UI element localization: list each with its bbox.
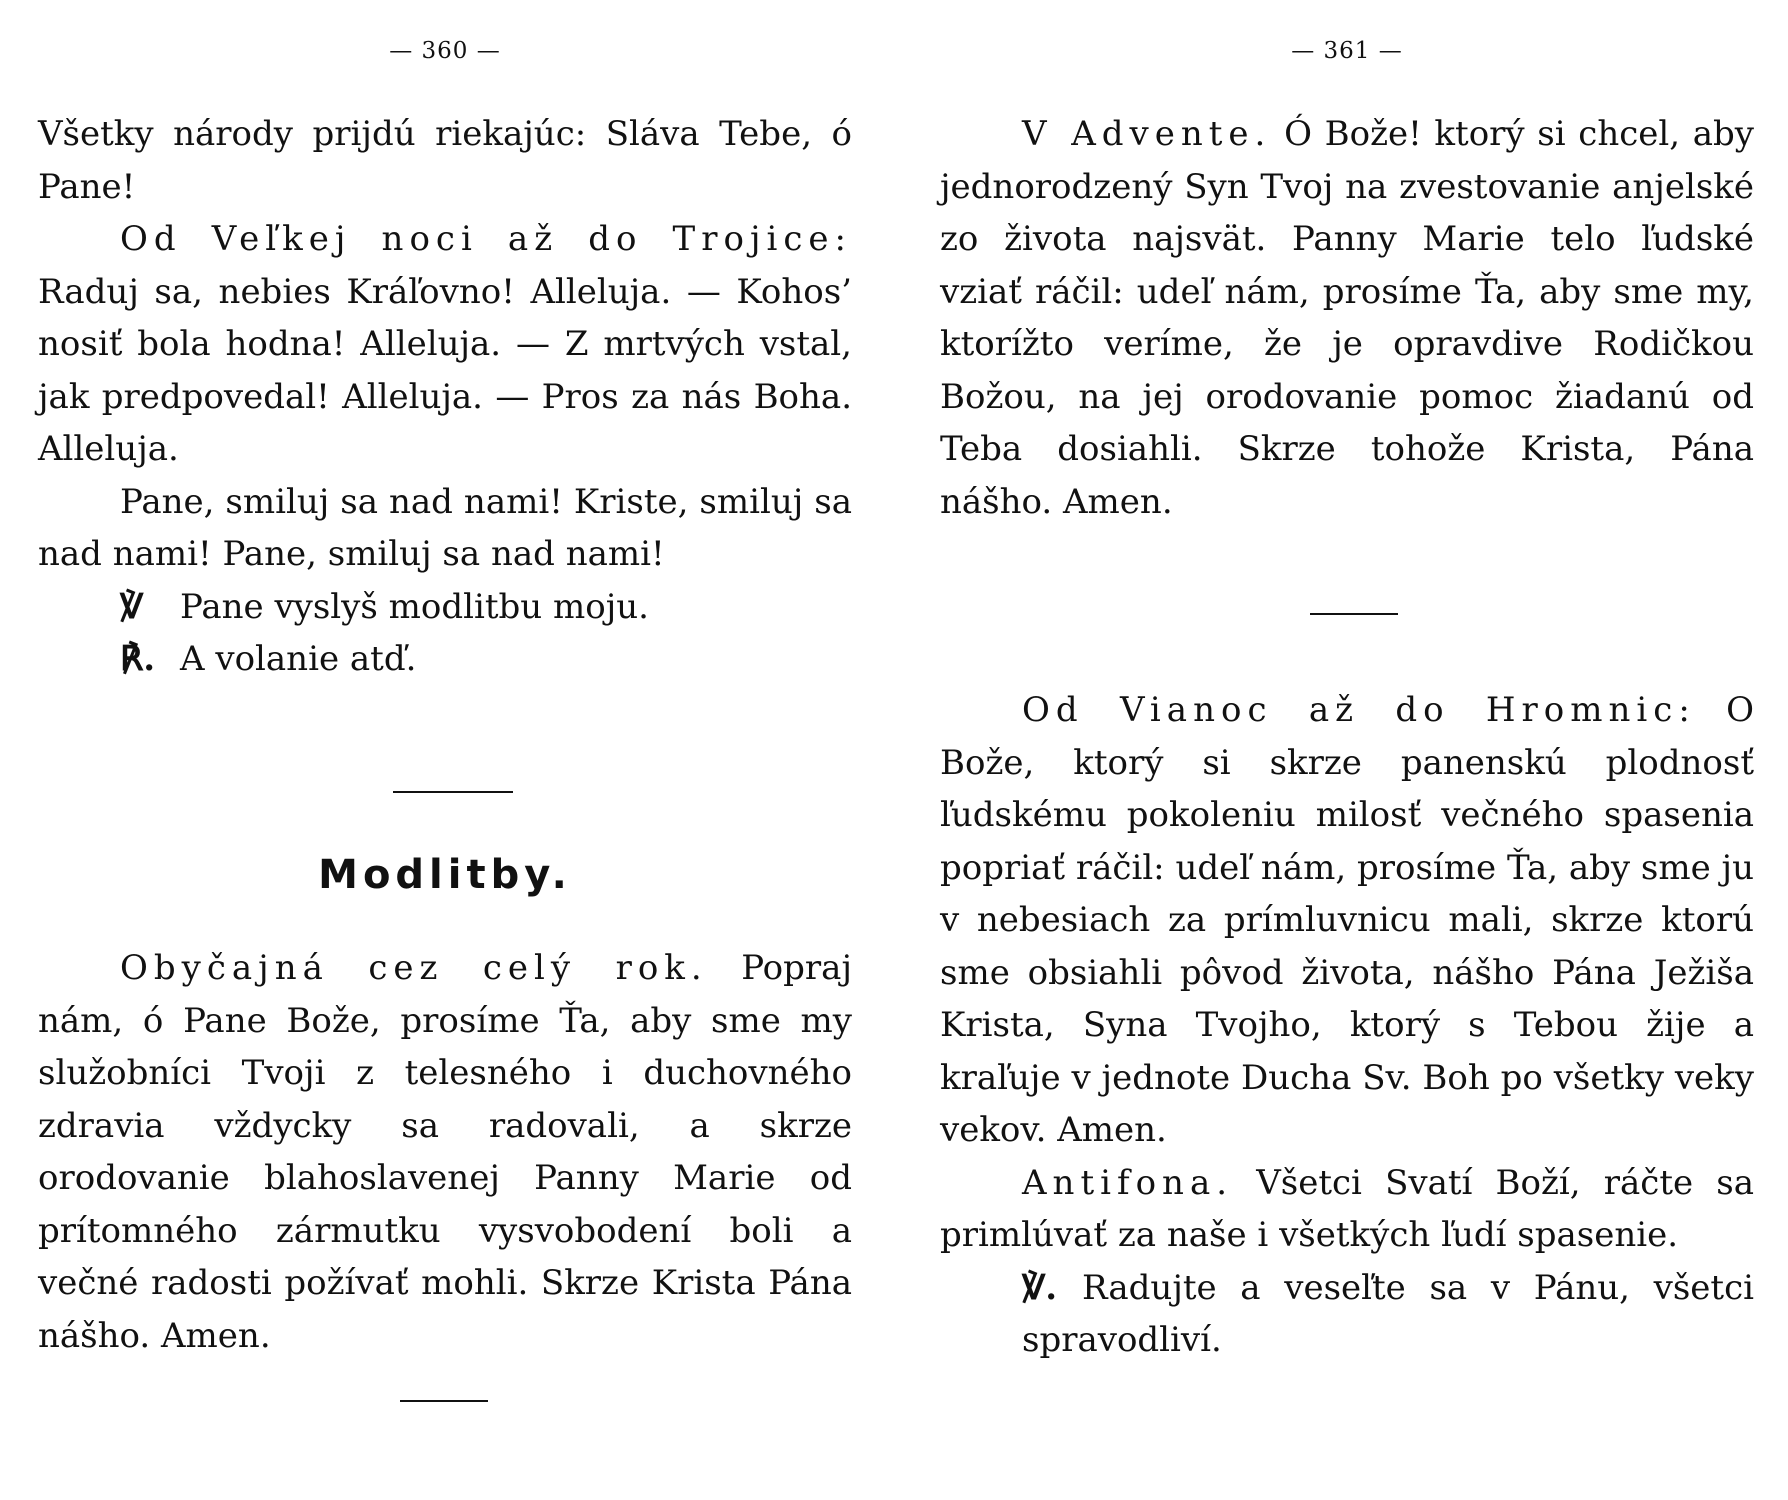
litany-block [38, 108, 852, 686]
versicle-text: Radujte a veseľte sa v Pánu, všetci spravodliví. [1022, 1267, 1754, 1360]
antiphon-paragraph [940, 1157, 1754, 1262]
section-heading: Modlitby. [318, 852, 572, 898]
page-number: — 360 — [389, 38, 501, 64]
versicle-line [940, 1262, 1754, 1367]
prayer-block [38, 942, 852, 1362]
christmas-title: Od Vianoc až do Hromnic: [1022, 690, 1696, 730]
advent-prayer [940, 108, 1754, 528]
versicle-symbol: ℣ [120, 586, 144, 627]
page-number: — 361 — [1291, 38, 1403, 64]
response-line [38, 633, 852, 686]
prayer-text: Popraj nám, ó Pane Bože, prosíme Ťa, aby sme my služobníci Tvoji z telesného i duchovného zdravia vždycky sa radovali, a skrze orodovanie blahoslavenej Panny Marie od prítomného zármutku vysvobodení boli a večné radosti požívať mohli. Skrze Krista Pána nášho. Amen. [38, 948, 852, 1356]
response-symbol: ℟. [120, 639, 156, 679]
kyrie-text: Pane, smiluj sa nad nami! Kriste, smiluj sa nad nami! Pane, smiluj sa nad nami! [38, 481, 852, 574]
end-divider [400, 1400, 488, 1402]
prayer-title: Obyčajná cez celý rok. [120, 948, 708, 988]
versicle-text: Pane vyslyš modlitbu moju. [180, 586, 649, 627]
antiphon-title: Antifona. [1022, 1162, 1234, 1203]
right-page [940, 0, 1754, 1500]
advent-block [940, 108, 1754, 528]
section-divider [1310, 613, 1398, 615]
antiphon-text: Všetci Svatí Boží, ráčte sa primlúvať za naše i všetkých ľudí spasenie. [940, 1162, 1754, 1255]
litany-line: Všetky národy prijdú riekajúc: Sláva Tebe, ó Pane! [38, 114, 852, 207]
versicle-symbol: ℣. [1022, 1267, 1058, 1308]
christmas-prayer [940, 684, 1754, 1157]
section-divider [393, 791, 513, 793]
easter-title: Od Veľkej noci až do Trojice: [120, 219, 852, 259]
advent-title: V Advente. [1022, 114, 1272, 154]
easter-antiphon [38, 213, 852, 476]
christmas-block [940, 684, 1754, 1367]
advent-text: Ó Bože! ktorý si chcel, aby jednorodzený Syn Tvoj na zvestovanie anjelské zo života najsvät. Panny Marie telo ľudské vziať ráčil: udeľ nám, prosíme Ťa, aby sme my, ktorížto veríme, že je opravdive Rodičkou Božou, na jej orodovanie pomoc žiadanú od Teba dosiahli. Skrze tohože Krista, Pána nášho. Amen. [940, 114, 1755, 522]
response-text: A volanie atď. [180, 639, 417, 679]
christmas-text: O Bože, ktorý si skrze panenskú plodnosť ľudskému pokoleniu milosť večného spasenia popriať ráčil: udeľ nám, prosíme Ťa, aby sme ju v nebesiach za prímluvnicu mali, skrze ktorú sme obsiahli pôvod života, nášho Pána Ježiša Krista, Syna Tvojho, ktorý s Tebou žije a kraľuje v jednote Ducha Sv. Boh po všetky veky vekov. Amen. [940, 690, 1754, 1150]
versicle-line [38, 581, 852, 634]
easter-text: Raduj sa, nebies Kráľovno! Alleluja. — Kohos’ nosiť bola hodna! Alleluja. — Z mrtvých vstal, jak predpovedal! Alleluja. — Pros za nás Boha. Alleluja. [38, 271, 852, 469]
prayer-paragraph [38, 942, 852, 1362]
left-page [38, 0, 852, 1500]
